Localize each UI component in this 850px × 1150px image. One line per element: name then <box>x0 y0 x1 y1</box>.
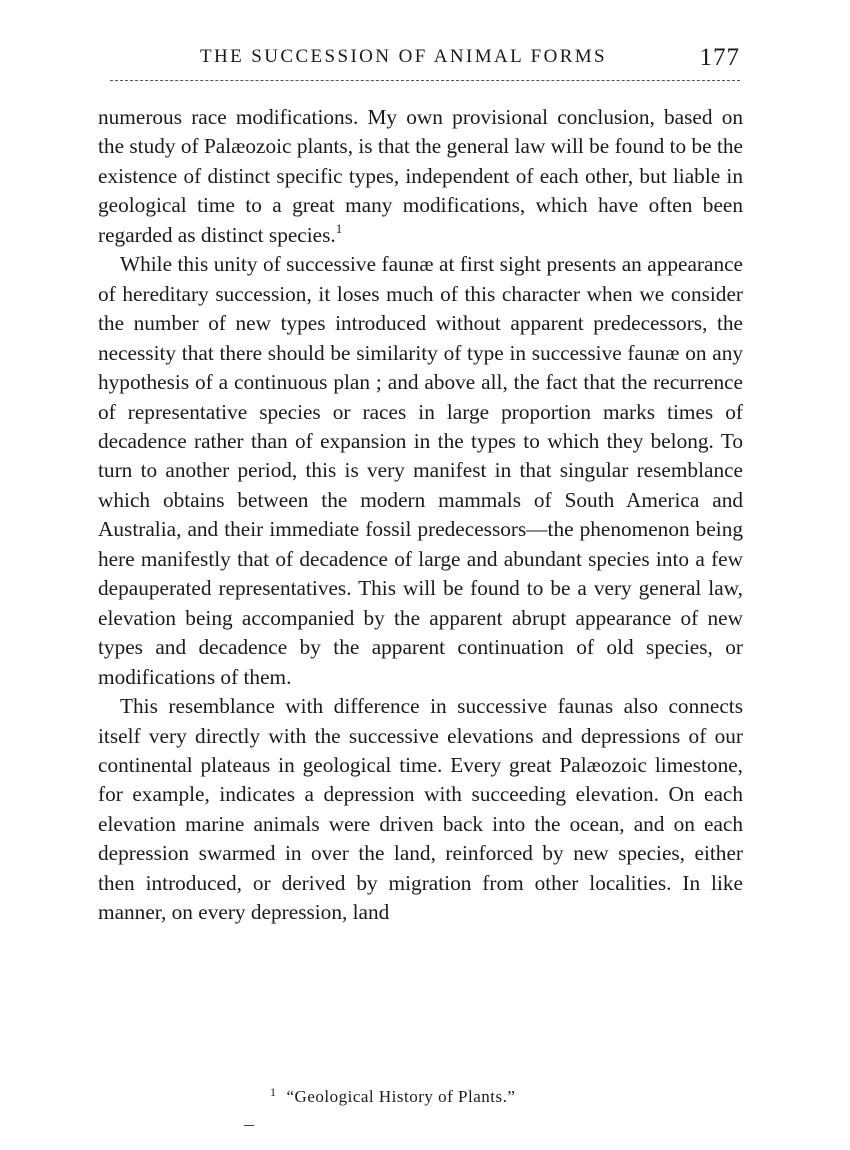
running-title: THE SUCCESSION OF ANIMAL FORMS <box>200 46 608 67</box>
footer-mark <box>244 1125 254 1126</box>
paragraph-1 <box>98 103 743 250</box>
page-number: 177 <box>699 44 740 71</box>
paragraph-2 <box>98 250 743 692</box>
footnote-number: 1 <box>270 1085 277 1099</box>
paragraph-3 <box>98 692 743 928</box>
paragraph-2-text: While this unity of successive faunæ at first sight presents an appearance of hereditary succession, it loses much of this character when we consider the number of new types introduced without apparent predecessors, the necessity that there should be similarity of type in successive faunæ on any hypothesis of a continuous plan ; and above all, the fact that the recurrence of representative species or races in large proportion marks times of decadence rather than of expansion in the types to which they belong. To turn to another period, this is very manifest in that singular resemblance which obtains between the modern mammals of South America and Australia, and their immediate fossil predecessors—the phenomenon being here manifestly that of decadence of large and abundant species into a few depauperated representatives. This will be found to be a very general law, elevation being accompanied by the apparent abrupt appearance of new types and decadence by the apparent continuation of old species, or modifications of them. <box>98 252 743 689</box>
body-text <box>98 103 743 928</box>
paragraph-1-text: numerous race modifications. My own provisional conclusion, based on the study of Palæozoic plants, is that the general law will be found to be the existence of distinct specific types, independent of each other, but liable in geological time to a great many modifications, which have often been regarded as distinct species. <box>98 105 743 247</box>
paragraph-3-text: This resemblance with difference in successive faunas also connects itself very directly with the successive elevations and depressions of our continental plateaus in geological time. Every great Palæozoic limestone, for example, indicates a depression with succeeding elevation. On each elevation marine animals were driven back into the ocean, and on each depression swarmed in over the land, reinforced by new species, either then introduced, or derived by migration from other localities. In like manner, on every depression, land <box>98 694 743 925</box>
header-rule <box>110 80 740 81</box>
running-head <box>96 44 746 74</box>
footnote-text: “Geological History of Plants.” <box>286 1087 516 1106</box>
footnote <box>270 1085 515 1107</box>
footnote-marker: 1 <box>335 220 343 236</box>
